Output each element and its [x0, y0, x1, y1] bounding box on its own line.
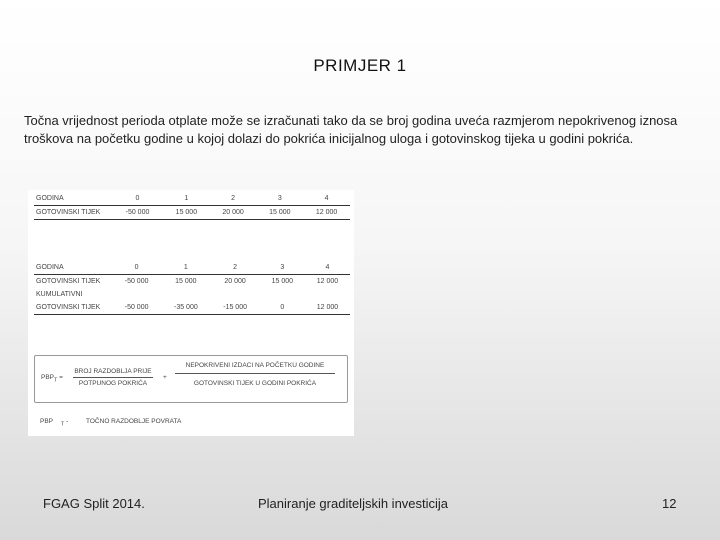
formula-denominator: GOTOVINSKI TIJEK U GODINI POKRIĆA [193, 380, 317, 387]
table-cell: -50 000 [112, 206, 163, 220]
table-cell: -35 000 [161, 301, 210, 315]
table-cell: 3 [260, 261, 305, 275]
example-figure [28, 190, 354, 436]
footer-left: FGAG Split 2014. [43, 496, 145, 511]
table-row [34, 288, 350, 301]
legend-subscript: T [61, 421, 65, 428]
row-label: GOTOVINSKI TIJEK [34, 206, 112, 220]
formula-numerator: BROJ RAZDOBLJA PRIJE [73, 368, 153, 378]
row-label: KUMULATIVNI [36, 291, 83, 298]
page-number: 12 [662, 496, 677, 511]
formula-plus: + [163, 374, 167, 381]
table-row [34, 192, 350, 206]
formula-lhs [41, 374, 63, 383]
slide-paragraph: Točna vrijednost perioda otplate može se izračunati tako da se broj godina uveća razmjerom nepokrivenog iznosa troškova na početku godine u kojoj dolazi do pokrića inicijalnog uloga i gotovinskog tijeka u godini pokrića. [24, 113, 678, 146]
formula-fraction-periods [73, 368, 153, 387]
table-cell: 12 000 [305, 301, 350, 315]
table-row [34, 261, 350, 275]
formula-subscript: T [54, 377, 58, 384]
table-cell: 4 [305, 261, 350, 275]
table-cell: 12 000 [316, 278, 339, 285]
table-cell: 15 000 [175, 278, 197, 285]
table-row [34, 275, 350, 289]
table-cell: 0 [112, 261, 161, 275]
cashflow-table [34, 192, 350, 220]
table-cell: 12 000 [303, 206, 350, 220]
formula-legend [40, 418, 189, 427]
cumulative-cashflow-table [34, 261, 350, 315]
table-cell: 15 000 [271, 278, 294, 285]
legend-symbol [40, 418, 76, 428]
table-cell: -15 000 [211, 301, 260, 315]
table-cell: -50 000 [124, 278, 149, 285]
table-row [34, 206, 350, 220]
table-cell: 0 [260, 301, 305, 315]
formula-equals: = [59, 374, 63, 381]
table-cell: 3 [256, 192, 303, 206]
formula-fraction-uncovered [175, 362, 335, 387]
table-cell: 1 [161, 261, 210, 275]
footer-center: Planiranje graditeljskih investicija [258, 496, 449, 511]
legend-separator: - [66, 418, 69, 425]
slide-title: PRIMJER 1 [313, 56, 407, 75]
table-cell: 1 [163, 192, 210, 206]
table-cell: 2 [210, 192, 257, 206]
table-cell: 20 000 [210, 206, 257, 220]
row-label: GOTOVINSKI TIJEK [36, 278, 101, 285]
row-label: GODINA [34, 261, 112, 275]
formula-symbol: PBP [41, 374, 55, 381]
table-cell: 20 000 [224, 278, 246, 285]
formula-denominator: POTPUNOG POKRIĆA [78, 380, 148, 387]
table-cell: 0 [112, 192, 163, 206]
table-row [34, 301, 350, 315]
formula-numerator: NEPOKRIVENI IZDACI NA POČETKU GODINE [175, 362, 335, 374]
legend-symbol-text: PBP [40, 418, 54, 425]
table-cell: 4 [303, 192, 350, 206]
table-cell: 2 [211, 261, 260, 275]
payback-formula [34, 355, 348, 403]
table-cell: 15 000 [163, 206, 210, 220]
table-cell: 15 000 [256, 206, 303, 220]
table-cell: -50 000 [112, 301, 161, 315]
legend-text: TOČNO RAZDOBLJE POVRATA [86, 418, 182, 425]
row-label: GOTOVINSKI TIJEK [34, 301, 112, 315]
row-label: GODINA [34, 192, 112, 206]
